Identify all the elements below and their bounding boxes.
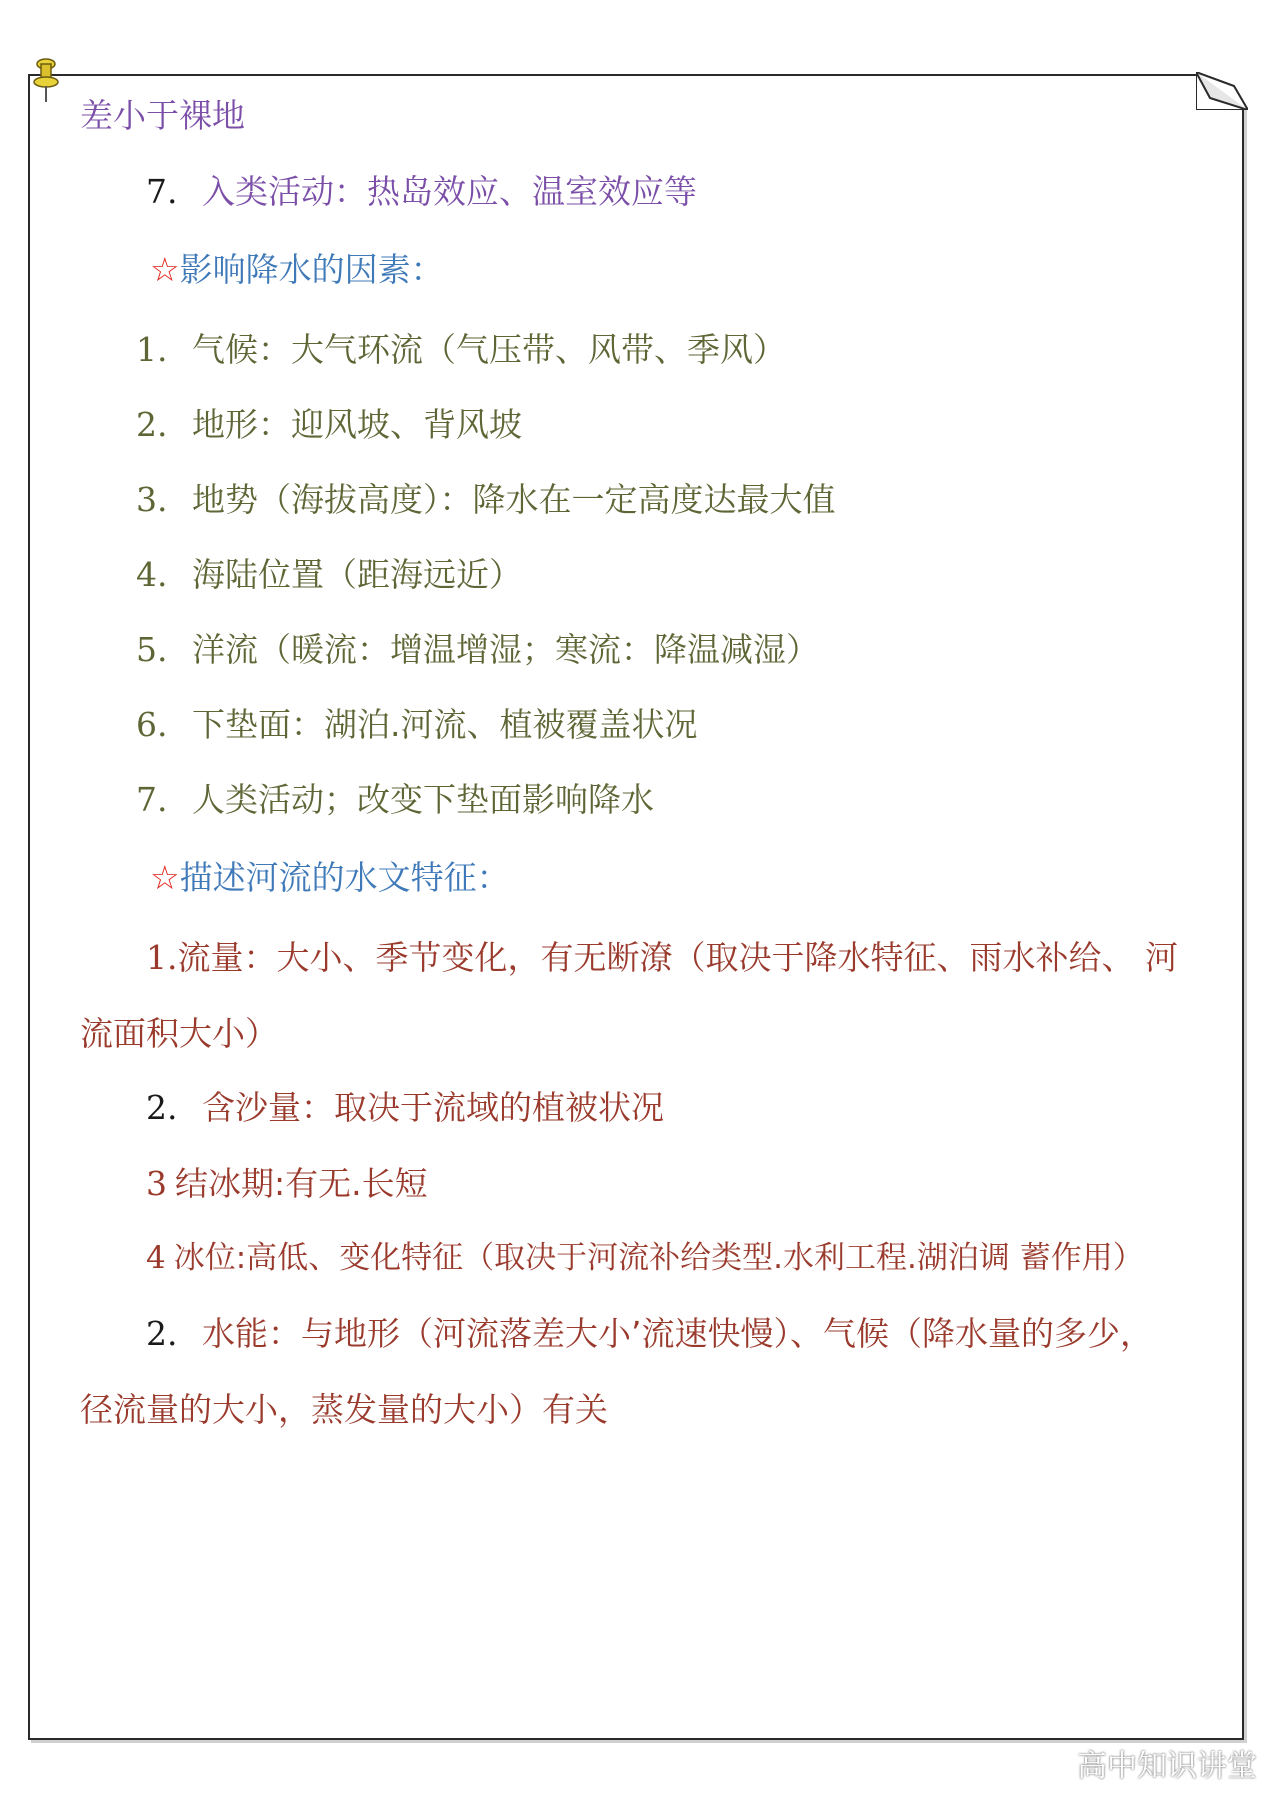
item-text: 海陆位置（距海远近） <box>192 555 522 594</box>
item-text: 下垫面：湖泊.河流、植被覆盖状况 <box>192 705 698 744</box>
item-text: 结冰期:有无.长短 <box>175 1164 428 1203</box>
list-item-continuation: 流面积大小） <box>80 1014 278 1053</box>
list-item-continuation: 径流量的大小，蒸发量的大小）有关 <box>80 1390 608 1429</box>
document-page <box>28 74 1244 1740</box>
item-number: 1. <box>146 938 178 977</box>
item-number: 3. <box>136 480 168 519</box>
item-number: 3 <box>146 1164 167 1203</box>
star-icon: ☆ <box>150 250 180 289</box>
list-item <box>146 1238 1144 1278</box>
list-item <box>146 1314 1153 1354</box>
list-item <box>146 172 697 212</box>
section-heading <box>150 250 444 290</box>
item-number: 2. <box>136 405 168 444</box>
heading-text: 影响降水的因素： <box>179 250 444 289</box>
item-number: 1. <box>136 330 168 369</box>
pushpin-icon <box>30 58 62 104</box>
item-text: 人类活动；改变下垫面影响降水 <box>192 780 654 819</box>
list-item <box>136 555 522 595</box>
item-number: 2. <box>146 1088 178 1127</box>
list-item <box>136 405 522 445</box>
item-number: 6. <box>136 705 168 744</box>
list-item <box>136 705 698 745</box>
item-number: 5. <box>136 630 168 669</box>
item-text: 气候：大气环流（气压带、风带、季风） <box>192 330 786 369</box>
list-item <box>136 630 819 670</box>
item-number: 2. <box>146 1314 178 1353</box>
item-text: 水能：与地形（河流落差大小’流速快慢）、气候（降水量的多少， <box>202 1314 1153 1353</box>
item-text: 流量：大小、季节变化，有无断潦（取决于降水特征、雨水补给、 河 <box>177 938 1178 977</box>
list-item <box>146 1164 428 1204</box>
list-item <box>146 938 1178 978</box>
list-item <box>136 780 654 820</box>
item-text: 入类活动：热岛效应、温室效应等 <box>202 172 697 211</box>
item-number: 4. <box>136 555 168 594</box>
watermark: 高中知识讲堂 <box>1077 1749 1257 1784</box>
item-number: 7. <box>136 780 168 819</box>
list-item <box>146 1088 664 1128</box>
heading-text: 描述河流的水文特征： <box>179 858 510 897</box>
item-number: 4 <box>146 1240 166 1276</box>
item-text: 冰位:高低、变化特征（取决于河流补给类型.水利工程.湖泊调 蓄作用） <box>173 1240 1144 1276</box>
page-fold-corner <box>1196 72 1248 110</box>
section-heading <box>150 858 510 898</box>
item-text: 地势（海拔高度）：降水在一定高度达最大值 <box>192 480 836 519</box>
text-line: 差小于裸地 <box>80 96 245 135</box>
list-item <box>136 330 786 370</box>
item-text: 洋流（暖流：增温增湿；寒流：降温减湿） <box>192 630 819 669</box>
item-text: 含沙量：取决于流域的植被状况 <box>202 1088 664 1127</box>
item-text: 地形：迎风坡、背风坡 <box>192 405 522 444</box>
star-icon: ☆ <box>150 858 180 897</box>
list-item <box>136 480 836 520</box>
item-number: 7. <box>146 172 178 211</box>
